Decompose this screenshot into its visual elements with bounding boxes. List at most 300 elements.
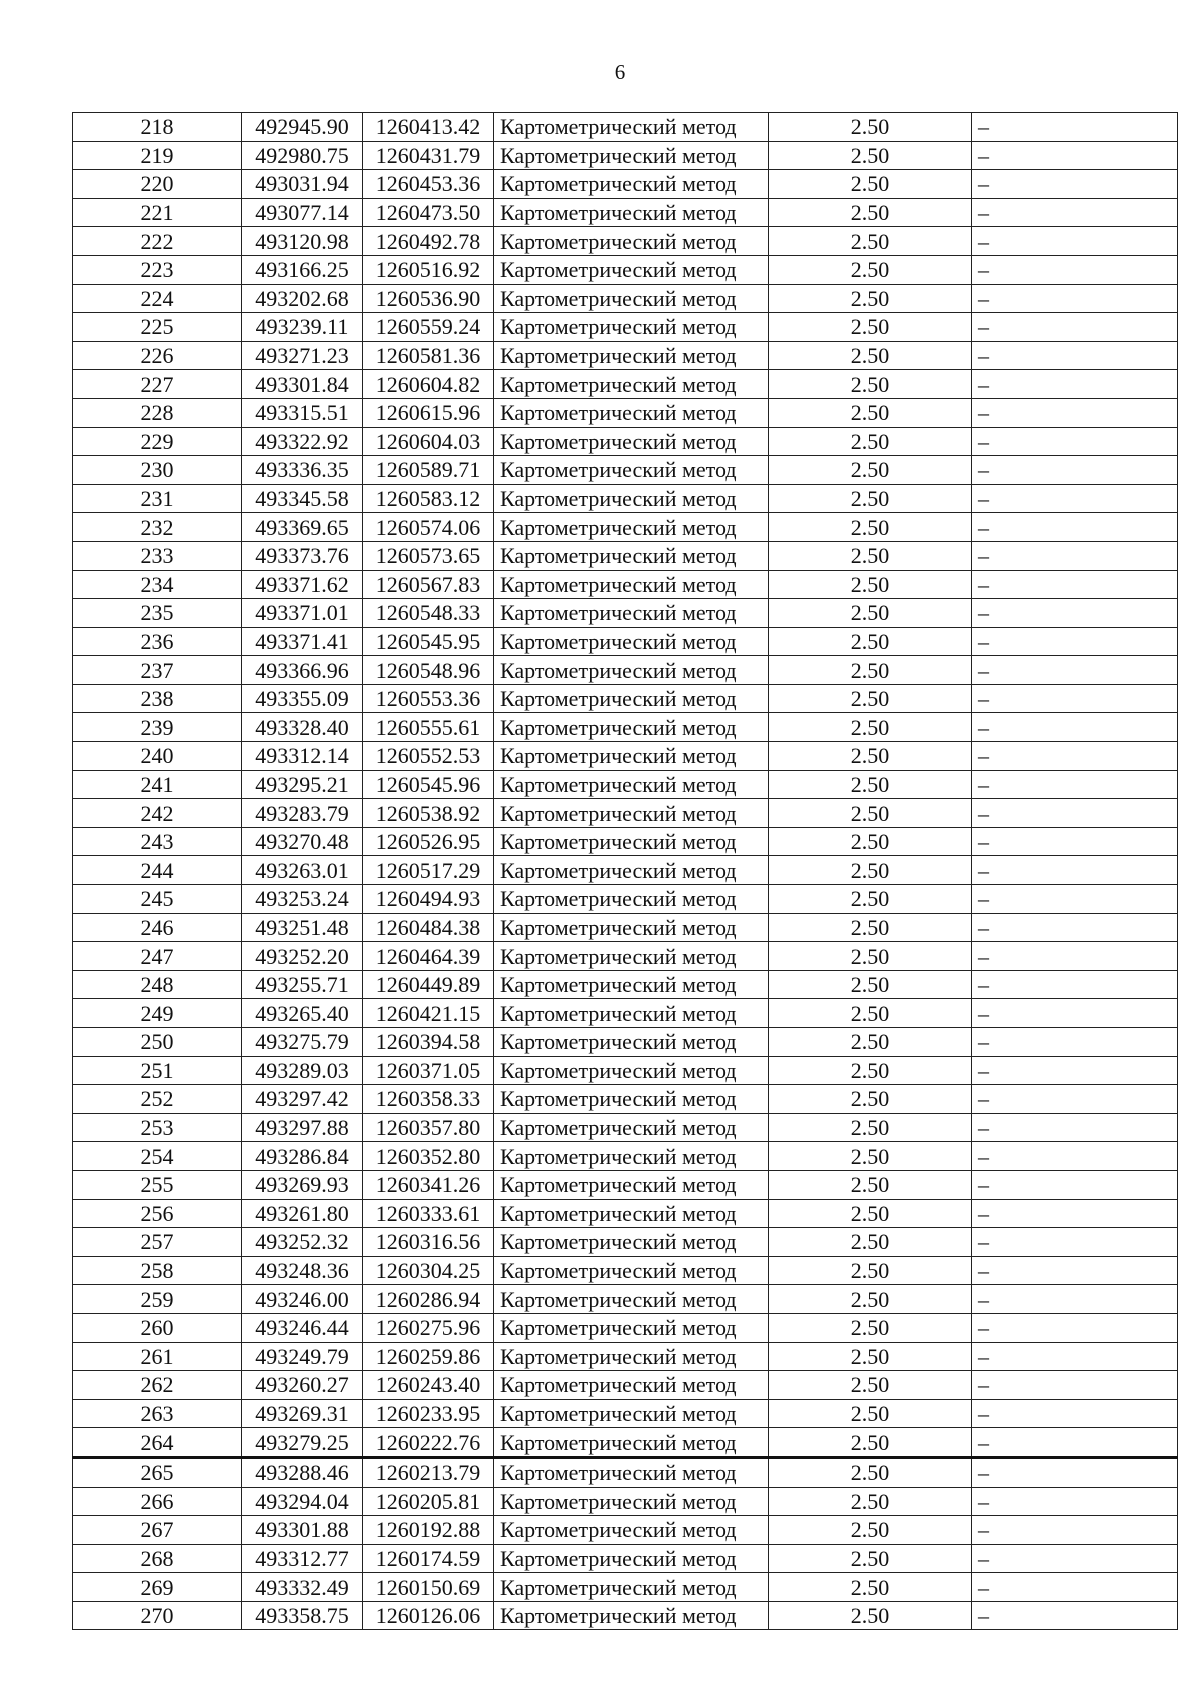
point-number-cell: 255 (73, 1170, 242, 1199)
accuracy-cell: 2.50 (769, 942, 972, 971)
accuracy-cell: 2.50 (769, 885, 972, 914)
y-coordinate-cell: 1260286.94 (363, 1285, 494, 1314)
accuracy-cell: 2.50 (769, 1085, 972, 1114)
point-number-cell: 231 (73, 484, 242, 513)
point-number-cell: 237 (73, 656, 242, 685)
y-coordinate-cell: 1260559.24 (363, 313, 494, 342)
y-coordinate-cell: 1260492.78 (363, 227, 494, 256)
y-coordinate-cell: 1260449.89 (363, 970, 494, 999)
point-number-cell: 265 (73, 1457, 242, 1487)
note-cell: – (972, 255, 1178, 284)
y-coordinate-cell: 1260573.65 (363, 541, 494, 570)
point-number-cell: 263 (73, 1399, 242, 1428)
note-cell: – (972, 427, 1178, 456)
accuracy-cell: 2.50 (769, 484, 972, 513)
note-cell: – (972, 1199, 1178, 1228)
table-row (73, 1573, 1178, 1602)
method-cell: Картометрический метод (494, 999, 769, 1028)
accuracy-cell: 2.50 (769, 170, 972, 199)
point-number-cell: 220 (73, 170, 242, 199)
note-cell: – (972, 456, 1178, 485)
x-coordinate-cell: 493295.21 (242, 770, 363, 799)
x-coordinate-cell: 493270.48 (242, 827, 363, 856)
table-row (73, 170, 1178, 199)
table-row (73, 484, 1178, 513)
accuracy-cell: 2.50 (769, 1573, 972, 1602)
y-coordinate-cell: 1260126.06 (363, 1601, 494, 1630)
y-coordinate-cell: 1260453.36 (363, 170, 494, 199)
method-cell: Картометрический метод (494, 227, 769, 256)
accuracy-cell: 2.50 (769, 227, 972, 256)
point-number-cell: 261 (73, 1342, 242, 1371)
method-cell: Картометрический метод (494, 570, 769, 599)
point-number-cell: 269 (73, 1573, 242, 1602)
method-cell: Картометрический метод (494, 942, 769, 971)
x-coordinate-cell: 493275.79 (242, 1028, 363, 1057)
point-number-cell: 229 (73, 427, 242, 456)
method-cell: Картометрический метод (494, 1313, 769, 1342)
table-row (73, 227, 1178, 256)
method-cell: Картометрический метод (494, 713, 769, 742)
point-number-cell: 264 (73, 1428, 242, 1458)
method-cell: Картометрический метод (494, 799, 769, 828)
y-coordinate-cell: 1260553.36 (363, 684, 494, 713)
note-cell: – (972, 1601, 1178, 1630)
point-number-cell: 252 (73, 1085, 242, 1114)
y-coordinate-cell: 1260516.92 (363, 255, 494, 284)
x-coordinate-cell: 493345.58 (242, 484, 363, 513)
note-cell: – (972, 1256, 1178, 1285)
accuracy-cell: 2.50 (769, 456, 972, 485)
note-cell: – (972, 770, 1178, 799)
x-coordinate-cell: 493246.00 (242, 1285, 363, 1314)
method-cell: Картометрический метод (494, 770, 769, 799)
x-coordinate-cell: 493260.27 (242, 1371, 363, 1400)
y-coordinate-cell: 1260233.95 (363, 1399, 494, 1428)
point-number-cell: 253 (73, 1113, 242, 1142)
x-coordinate-cell: 493077.14 (242, 198, 363, 227)
table-row (73, 913, 1178, 942)
accuracy-cell: 2.50 (769, 1516, 972, 1545)
y-coordinate-cell: 1260357.80 (363, 1113, 494, 1142)
x-coordinate-cell: 493366.96 (242, 656, 363, 685)
method-cell: Картометрический метод (494, 1428, 769, 1458)
y-coordinate-cell: 1260552.53 (363, 742, 494, 771)
accuracy-cell: 2.50 (769, 970, 972, 999)
table-row (73, 885, 1178, 914)
note-cell: – (972, 1342, 1178, 1371)
point-number-cell: 245 (73, 885, 242, 914)
point-number-cell: 242 (73, 799, 242, 828)
accuracy-cell: 2.50 (769, 999, 972, 1028)
y-coordinate-cell: 1260150.69 (363, 1573, 494, 1602)
table-row (73, 942, 1178, 971)
accuracy-cell: 2.50 (769, 1487, 972, 1516)
x-coordinate-cell: 493355.09 (242, 684, 363, 713)
note-cell: – (972, 1228, 1178, 1257)
accuracy-cell: 2.50 (769, 656, 972, 685)
table-row (73, 1342, 1178, 1371)
table-row (73, 1428, 1178, 1458)
accuracy-cell: 2.50 (769, 742, 972, 771)
method-cell: Картометрический метод (494, 1199, 769, 1228)
point-number-cell: 228 (73, 398, 242, 427)
note-cell: – (972, 742, 1178, 771)
table-row (73, 141, 1178, 170)
x-coordinate-cell: 493371.62 (242, 570, 363, 599)
accuracy-cell: 2.50 (769, 1544, 972, 1573)
table-row (73, 113, 1178, 142)
method-cell: Картометрический метод (494, 313, 769, 342)
point-number-cell: 225 (73, 313, 242, 342)
y-coordinate-cell: 1260604.03 (363, 427, 494, 456)
note-cell: – (972, 513, 1178, 542)
table-row (73, 1371, 1178, 1400)
point-number-cell: 266 (73, 1487, 242, 1516)
x-coordinate-cell: 493252.32 (242, 1228, 363, 1257)
table-row (73, 427, 1178, 456)
point-number-cell: 236 (73, 627, 242, 656)
point-number-cell: 219 (73, 141, 242, 170)
accuracy-cell: 2.50 (769, 1142, 972, 1171)
table-row (73, 1028, 1178, 1057)
note-cell: – (972, 1285, 1178, 1314)
point-number-cell: 239 (73, 713, 242, 742)
x-coordinate-cell: 493279.25 (242, 1428, 363, 1458)
y-coordinate-cell: 1260213.79 (363, 1457, 494, 1487)
y-coordinate-cell: 1260545.96 (363, 770, 494, 799)
point-number-cell: 232 (73, 513, 242, 542)
y-coordinate-cell: 1260192.88 (363, 1516, 494, 1545)
x-coordinate-cell: 493315.51 (242, 398, 363, 427)
point-number-cell: 244 (73, 856, 242, 885)
note-cell: – (972, 1371, 1178, 1400)
y-coordinate-cell: 1260615.96 (363, 398, 494, 427)
method-cell: Картометрический метод (494, 1516, 769, 1545)
point-number-cell: 256 (73, 1199, 242, 1228)
accuracy-cell: 2.50 (769, 1399, 972, 1428)
y-coordinate-cell: 1260574.06 (363, 513, 494, 542)
point-number-cell: 268 (73, 1544, 242, 1573)
accuracy-cell: 2.50 (769, 284, 972, 313)
note-cell: – (972, 827, 1178, 856)
point-number-cell: 270 (73, 1601, 242, 1630)
y-coordinate-cell: 1260222.76 (363, 1428, 494, 1458)
point-number-cell: 243 (73, 827, 242, 856)
point-number-cell: 223 (73, 255, 242, 284)
method-cell: Картометрический метод (494, 1573, 769, 1602)
point-number-cell: 267 (73, 1516, 242, 1545)
method-cell: Картометрический метод (494, 1085, 769, 1114)
method-cell: Картометрический метод (494, 1487, 769, 1516)
point-number-cell: 248 (73, 970, 242, 999)
point-number-cell: 247 (73, 942, 242, 971)
point-number-cell: 235 (73, 599, 242, 628)
note-cell: – (972, 856, 1178, 885)
accuracy-cell: 2.50 (769, 856, 972, 885)
note-cell: – (972, 1516, 1178, 1545)
note-cell: – (972, 1457, 1178, 1487)
method-cell: Картометрический метод (494, 1601, 769, 1630)
y-coordinate-cell: 1260316.56 (363, 1228, 494, 1257)
table-row (73, 1113, 1178, 1142)
method-cell: Картометрический метод (494, 970, 769, 999)
x-coordinate-cell: 493255.71 (242, 970, 363, 999)
x-coordinate-cell: 493332.49 (242, 1573, 363, 1602)
accuracy-cell: 2.50 (769, 255, 972, 284)
point-number-cell: 234 (73, 570, 242, 599)
note-cell: – (972, 541, 1178, 570)
note-cell: – (972, 1313, 1178, 1342)
coordinates-table-body (73, 113, 1178, 1630)
table-row (73, 770, 1178, 799)
point-number-cell: 257 (73, 1228, 242, 1257)
note-cell: – (972, 570, 1178, 599)
point-number-cell: 218 (73, 113, 242, 142)
table-row (73, 398, 1178, 427)
method-cell: Картометрический метод (494, 742, 769, 771)
table-row (73, 1285, 1178, 1314)
table-row (73, 799, 1178, 828)
accuracy-cell: 2.50 (769, 1228, 972, 1257)
point-number-cell: 251 (73, 1056, 242, 1085)
method-cell: Картометрический метод (494, 284, 769, 313)
accuracy-cell: 2.50 (769, 1028, 972, 1057)
table-row (73, 284, 1178, 313)
x-coordinate-cell: 493371.01 (242, 599, 363, 628)
table-row (73, 599, 1178, 628)
x-coordinate-cell: 493269.93 (242, 1170, 363, 1199)
y-coordinate-cell: 1260464.39 (363, 942, 494, 971)
accuracy-cell: 2.50 (769, 513, 972, 542)
point-number-cell: 254 (73, 1142, 242, 1171)
x-coordinate-cell: 493166.25 (242, 255, 363, 284)
note-cell: – (972, 1142, 1178, 1171)
y-coordinate-cell: 1260548.96 (363, 656, 494, 685)
method-cell: Картометрический метод (494, 141, 769, 170)
note-cell: – (972, 1487, 1178, 1516)
x-coordinate-cell: 493252.20 (242, 942, 363, 971)
method-cell: Картометрический метод (494, 827, 769, 856)
method-cell: Картометрический метод (494, 1256, 769, 1285)
table-row (73, 856, 1178, 885)
y-coordinate-cell: 1260604.82 (363, 370, 494, 399)
x-coordinate-cell: 493271.23 (242, 341, 363, 370)
point-number-cell: 262 (73, 1371, 242, 1400)
table-row (73, 656, 1178, 685)
x-coordinate-cell: 493202.68 (242, 284, 363, 313)
method-cell: Картометрический метод (494, 1399, 769, 1428)
y-coordinate-cell: 1260583.12 (363, 484, 494, 513)
method-cell: Картометрический метод (494, 1285, 769, 1314)
note-cell: – (972, 713, 1178, 742)
note-cell: – (972, 885, 1178, 914)
note-cell: – (972, 599, 1178, 628)
x-coordinate-cell: 492980.75 (242, 141, 363, 170)
point-number-cell: 241 (73, 770, 242, 799)
x-coordinate-cell: 493249.79 (242, 1342, 363, 1371)
y-coordinate-cell: 1260548.33 (363, 599, 494, 628)
x-coordinate-cell: 493328.40 (242, 713, 363, 742)
x-coordinate-cell: 493286.84 (242, 1142, 363, 1171)
y-coordinate-cell: 1260567.83 (363, 570, 494, 599)
x-coordinate-cell: 492945.90 (242, 113, 363, 142)
note-cell: – (972, 1544, 1178, 1573)
method-cell: Картометрический метод (494, 627, 769, 656)
x-coordinate-cell: 493358.75 (242, 1601, 363, 1630)
note-cell: – (972, 1056, 1178, 1085)
x-coordinate-cell: 493246.44 (242, 1313, 363, 1342)
table-row (73, 627, 1178, 656)
accuracy-cell: 2.50 (769, 1371, 972, 1400)
table-row (73, 1228, 1178, 1257)
y-coordinate-cell: 1260413.42 (363, 113, 494, 142)
accuracy-cell: 2.50 (769, 341, 972, 370)
y-coordinate-cell: 1260589.71 (363, 456, 494, 485)
note-cell: – (972, 227, 1178, 256)
note-cell: – (972, 113, 1178, 142)
point-number-cell: 238 (73, 684, 242, 713)
accuracy-cell: 2.50 (769, 684, 972, 713)
method-cell: Картометрический метод (494, 170, 769, 199)
x-coordinate-cell: 493312.77 (242, 1544, 363, 1573)
note-cell: – (972, 170, 1178, 199)
method-cell: Картометрический метод (494, 1142, 769, 1171)
y-coordinate-cell: 1260526.95 (363, 827, 494, 856)
y-coordinate-cell: 1260538.92 (363, 799, 494, 828)
accuracy-cell: 2.50 (769, 1428, 972, 1458)
y-coordinate-cell: 1260341.26 (363, 1170, 494, 1199)
note-cell: – (972, 141, 1178, 170)
x-coordinate-cell: 493336.35 (242, 456, 363, 485)
method-cell: Картометрический метод (494, 113, 769, 142)
accuracy-cell: 2.50 (769, 599, 972, 628)
table-row (73, 1516, 1178, 1545)
accuracy-cell: 2.50 (769, 141, 972, 170)
method-cell: Картометрический метод (494, 456, 769, 485)
note-cell: – (972, 370, 1178, 399)
accuracy-cell: 2.50 (769, 1056, 972, 1085)
x-coordinate-cell: 493288.46 (242, 1457, 363, 1487)
accuracy-cell: 2.50 (769, 770, 972, 799)
table-row (73, 570, 1178, 599)
point-number-cell: 227 (73, 370, 242, 399)
y-coordinate-cell: 1260259.86 (363, 1342, 494, 1371)
note-cell: – (972, 1113, 1178, 1142)
method-cell: Картометрический метод (494, 885, 769, 914)
accuracy-cell: 2.50 (769, 1256, 972, 1285)
x-coordinate-cell: 493263.01 (242, 856, 363, 885)
point-number-cell: 259 (73, 1285, 242, 1314)
table-row (73, 742, 1178, 771)
accuracy-cell: 2.50 (769, 913, 972, 942)
table-row (73, 1313, 1178, 1342)
y-coordinate-cell: 1260304.25 (363, 1256, 494, 1285)
table-row (73, 370, 1178, 399)
note-cell: – (972, 398, 1178, 427)
note-cell: – (972, 284, 1178, 313)
note-cell: – (972, 1399, 1178, 1428)
x-coordinate-cell: 493251.48 (242, 913, 363, 942)
method-cell: Картометрический метод (494, 198, 769, 227)
method-cell: Картометрический метод (494, 1371, 769, 1400)
x-coordinate-cell: 493301.84 (242, 370, 363, 399)
table-row (73, 513, 1178, 542)
accuracy-cell: 2.50 (769, 627, 972, 656)
y-coordinate-cell: 1260536.90 (363, 284, 494, 313)
method-cell: Картометрический метод (494, 1544, 769, 1573)
y-coordinate-cell: 1260517.29 (363, 856, 494, 885)
table-row (73, 1544, 1178, 1573)
x-coordinate-cell: 493283.79 (242, 799, 363, 828)
accuracy-cell: 2.50 (769, 427, 972, 456)
note-cell: – (972, 198, 1178, 227)
table-row (73, 1056, 1178, 1085)
note-cell: – (972, 1028, 1178, 1057)
method-cell: Картометрический метод (494, 541, 769, 570)
y-coordinate-cell: 1260394.58 (363, 1028, 494, 1057)
accuracy-cell: 2.50 (769, 198, 972, 227)
table-row (73, 1399, 1178, 1428)
y-coordinate-cell: 1260494.93 (363, 885, 494, 914)
table-row (73, 1142, 1178, 1171)
point-number-cell: 246 (73, 913, 242, 942)
point-number-cell: 240 (73, 742, 242, 771)
method-cell: Картометрический метод (494, 1342, 769, 1371)
accuracy-cell: 2.50 (769, 313, 972, 342)
note-cell: – (972, 942, 1178, 971)
accuracy-cell: 2.50 (769, 570, 972, 599)
method-cell: Картометрический метод (494, 599, 769, 628)
x-coordinate-cell: 493373.76 (242, 541, 363, 570)
table-row (73, 1199, 1178, 1228)
accuracy-cell: 2.50 (769, 541, 972, 570)
table-row (73, 1256, 1178, 1285)
point-number-cell: 222 (73, 227, 242, 256)
table-row (73, 1601, 1178, 1630)
method-cell: Картометрический метод (494, 255, 769, 284)
table-row (73, 1457, 1178, 1487)
x-coordinate-cell: 493239.11 (242, 313, 363, 342)
x-coordinate-cell: 493248.36 (242, 1256, 363, 1285)
x-coordinate-cell: 493031.94 (242, 170, 363, 199)
note-cell: – (972, 313, 1178, 342)
table-row (73, 255, 1178, 284)
page-number: 6 (614, 60, 626, 84)
method-cell: Картометрический метод (494, 1028, 769, 1057)
accuracy-cell: 2.50 (769, 799, 972, 828)
accuracy-cell: 2.50 (769, 1113, 972, 1142)
table-row (73, 1085, 1178, 1114)
y-coordinate-cell: 1260431.79 (363, 141, 494, 170)
accuracy-cell: 2.50 (769, 1601, 972, 1630)
coordinates-table (72, 112, 1178, 1630)
point-number-cell: 226 (73, 341, 242, 370)
note-cell: – (972, 913, 1178, 942)
x-coordinate-cell: 493294.04 (242, 1487, 363, 1516)
method-cell: Картометрический метод (494, 484, 769, 513)
x-coordinate-cell: 493120.98 (242, 227, 363, 256)
note-cell: – (972, 341, 1178, 370)
note-cell: – (972, 627, 1178, 656)
accuracy-cell: 2.50 (769, 1285, 972, 1314)
y-coordinate-cell: 1260371.05 (363, 1056, 494, 1085)
x-coordinate-cell: 493312.14 (242, 742, 363, 771)
table-row (73, 541, 1178, 570)
y-coordinate-cell: 1260484.38 (363, 913, 494, 942)
method-cell: Картометрический метод (494, 1457, 769, 1487)
method-cell: Картометрический метод (494, 856, 769, 885)
